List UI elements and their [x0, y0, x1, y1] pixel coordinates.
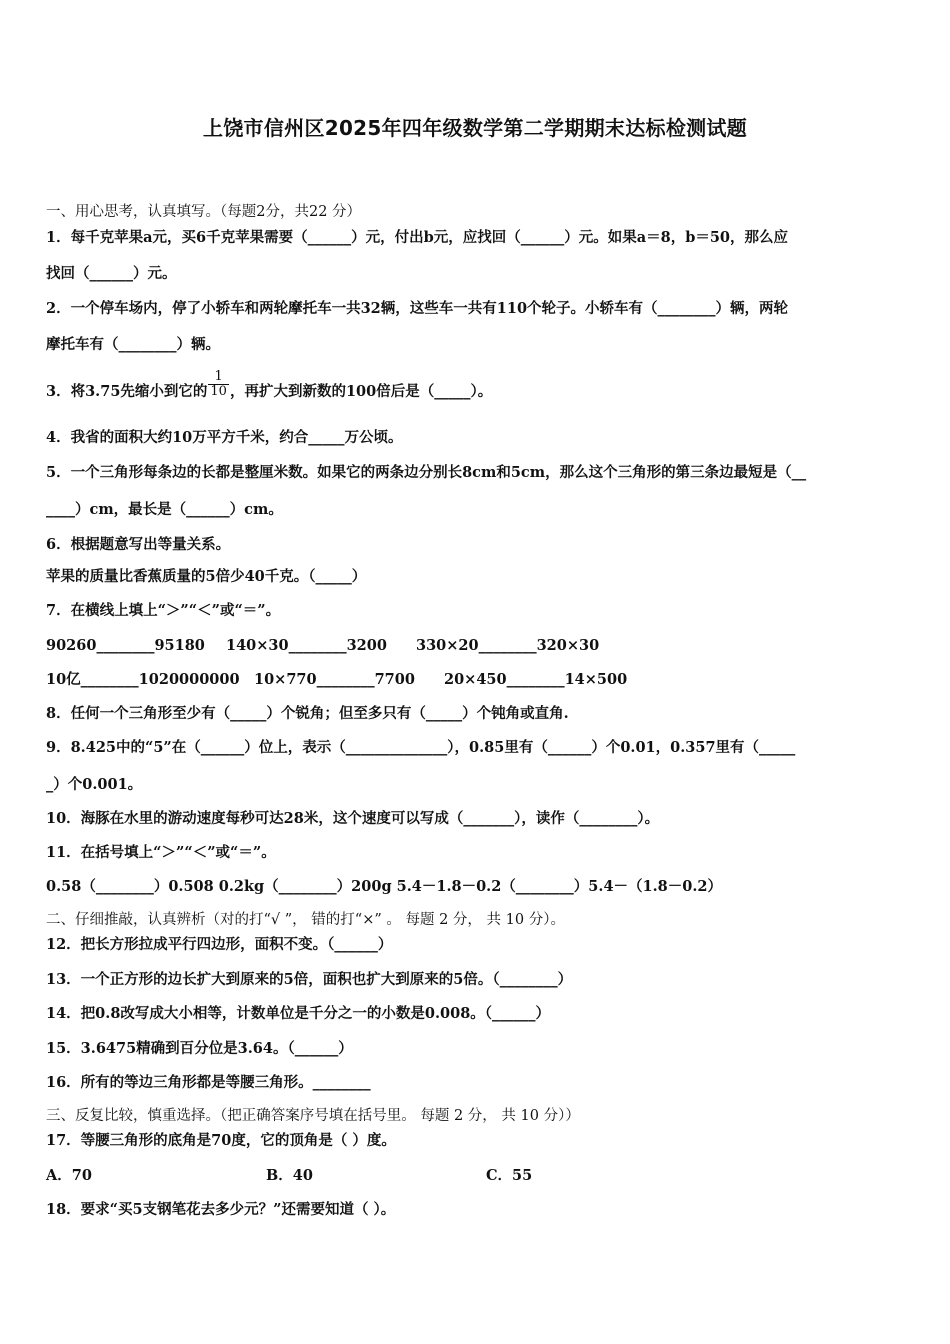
question-17: 17．等腰三角形的底角是70度，它的顶角是（ ）度。: [46, 1132, 396, 1149]
question-6: 6．根据题意写出等量关系。: [46, 536, 231, 553]
question-2-line-1: 2．一个停车场内，停了小轿车和两轮摩托车一共32辆，这些车一共有110个轮子。小轿车有（________）辆，两轮: [46, 300, 789, 317]
page-title: 上饶市信州区2025年四年级数学第二学期期末达标检测试题: [202, 116, 748, 140]
question-4: 4．我省的面积大约10万平方千米，约合_____万公顷。: [46, 429, 403, 446]
question-5-line-2: ____）cm，最长是（______）cm。: [46, 501, 283, 518]
question-9-line-1: 9．8.425中的“5”在（______）位上，表示（______________），0.85里有（______）个0.01，0.357里有（_____: [46, 739, 796, 756]
question-15: 15．3.6475精确到百分位是3.64。（______）: [46, 1040, 353, 1057]
question-1-line-1: 1．每千克苹果a元，买6千克苹果需要（______）元，付出b元，应找回（______）元。如果a＝8，b＝50，那么应: [46, 229, 789, 246]
question-11: 11．在括号填上“＞”“＜”或“＝”。: [46, 844, 276, 861]
question-6-statement: 苹果的质量比香蕉质量的5倍少40千克。（_____）: [46, 568, 367, 585]
question-3-suffix: ，再扩大到新数的100倍后是（_____）。: [229, 383, 493, 400]
q7-row1-item3: 330×20________320×30: [416, 637, 600, 654]
option-b: B．40: [266, 1167, 313, 1184]
question-7: 7．在横线上填上“＞”“＜”或“＝”。: [46, 602, 281, 619]
question-8: 8．任何一个三角形至少有（_____）个锐角；但至多只有（_____）个钝角或直角.: [46, 705, 569, 722]
question-14: 14．把0.8改写成大小相等，计数单位是千分之一的小数是0.008。（______）: [46, 1005, 551, 1022]
question-2-line-2: 摩托车有（________）辆。: [46, 336, 220, 353]
fraction-denominator: 10: [210, 383, 227, 399]
q7-row1-item1: 90260________95180: [46, 637, 205, 654]
option-c: C．55: [486, 1167, 533, 1184]
question-3-prefix: 3．将3.75先缩小到它的: [46, 383, 208, 400]
fraction-one-tenth: [208, 370, 229, 399]
q7-row2-item2: 10×770________7700: [254, 671, 415, 688]
question-5-line-1: 5．一个三角形每条边的长都是整厘米数。如果它的两条边分别长8cm和5cm，那么这个三角形的第三条边最短是（__: [46, 464, 807, 481]
question-1-line-2: 找回（______）元。: [46, 265, 177, 282]
section-1-heading: 一、用心思考，认真填写。（每题2分，共22 分）: [46, 204, 362, 220]
question-18: 18．要求“买5支钢笔花去多少元？”还需要知道（ ）。: [46, 1201, 396, 1218]
q7-row2-item3: 20×450________14×500: [444, 671, 628, 688]
question-16: 16．所有的等边三角形都是等腰三角形。________: [46, 1074, 371, 1091]
question-9-line-2: _）个0.001。: [46, 776, 143, 793]
question-10: 10．海豚在水里的游动速度每秒可达28米，这个速度可以写成（_______），读作（________）。: [46, 810, 660, 827]
section-3-heading: 三、反复比较，慎重选择。（把正确答案序号填在括号里。 每题 2 分， 共 10 分））: [46, 1108, 580, 1124]
q7-row2-item1: 10亿________1020000000: [46, 671, 240, 688]
option-a: A．70: [46, 1167, 92, 1184]
question-12: 12．把长方形拉成平行四边形，面积不变。（______）: [46, 936, 393, 953]
fraction-numerator: 1: [208, 370, 229, 385]
question-3: [46, 368, 906, 402]
section-2-heading: 二、仔细推敲，认真辨析（对的打“√ ”， 错的打“×” 。 每题 2 分， 共 10 分）。: [46, 912, 565, 928]
q7-row1-item2: 140×30________3200: [226, 637, 387, 654]
question-11-items: 0.58（________）0.508 0.2kg（________）200g 5.4－1.8－0.2（________）5.4－（1.8－0.2）: [46, 878, 722, 895]
question-13: 13．一个正方形的边长扩大到原来的5倍，面积也扩大到原来的5倍。（________）: [46, 971, 573, 988]
